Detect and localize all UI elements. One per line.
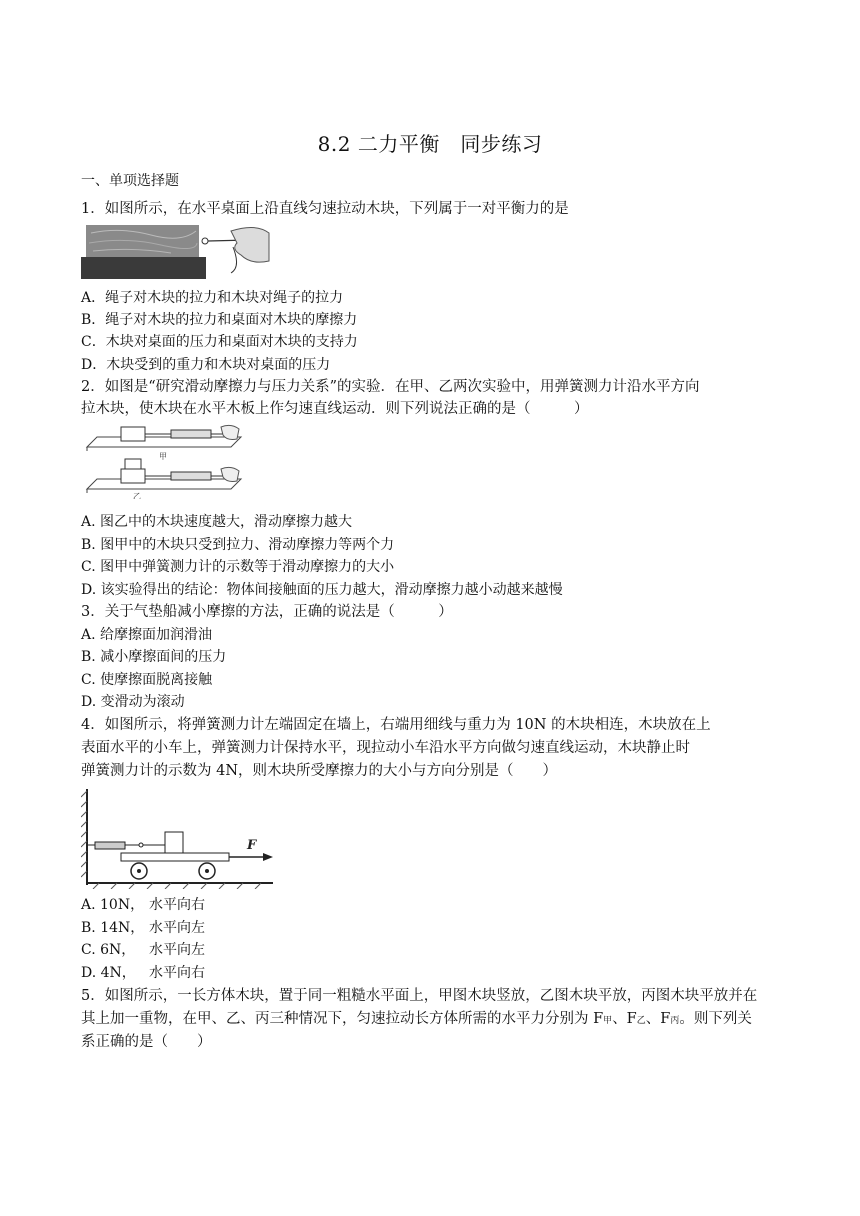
q2-figure-friction-experiment [81,421,246,499]
q5-sep-2: 、F [645,1011,671,1027]
question-5-line-3: 系正确的是（ ） [81,1034,212,1050]
q4-option-d [81,962,205,984]
q4-force-label: F [247,838,257,853]
q4-option-c-value: C. 6N， [81,942,136,958]
question-2-line-2: 拉木块，使木块在水平木板上作匀速直线运动．则下列说法正确的是（ ） [81,401,589,417]
question-1-text: 1．如图所示，在水平桌面上沿直线匀速拉动木块，下列属于一对平衡力的是 [81,201,569,217]
q1-figure-block-pull [81,221,271,281]
q2-option-d: D. 该实验得出的结论：物体间接触面的压力越大，滑动摩擦力越小动越来越慢 [81,582,563,598]
q2-option-a: A. 图乙中的木块速度越大，滑动摩擦力越大 [81,514,353,530]
q5-sub-jia: 甲 [603,1016,613,1026]
q3-option-b: B. 减小摩擦面间的压力 [81,649,227,665]
q5-line-2-end: 。则下列关 [679,1011,752,1027]
q4-option-a-value: A. 10N， [81,897,145,913]
q4-option-c-direction: 水平向左 [149,942,205,958]
question-4-line-1: 4．如图所示，将弹簧测力计左端固定在墙上，右端用细线与重力为 10N 的木块相连，木块放在上 [81,717,711,733]
q4-option-a [81,894,205,916]
q4-option-b [81,917,205,939]
q5-line-2-text: 其上加一重物，在甲、乙、丙三种情况下，匀速拉动长方体所需的水平力分别为 F [81,1011,604,1027]
q4-option-b-value: B. 14N， [81,920,145,936]
page-title: 8.2 二力平衡 同步练习 [317,132,543,156]
q3-option-a: A. 给摩擦面加润滑油 [81,627,213,643]
q5-sub-bing: 丙 [670,1016,680,1026]
q1-option-a: A．绳子对木块的拉力和木块对绳子的拉力 [81,290,344,306]
q5-sep-1: 、F [612,1011,637,1027]
q1-option-b: B．绳子对木块的拉力和桌面对木块的摩擦力 [81,312,358,328]
question-5-line-1: 5．如图所示，一长方体木块，置于同一粗糙水平面上，甲图木块竖放，乙图木块平放，丙图木块平放并在 [81,988,758,1004]
q5-sub-yi: 乙 [636,1016,646,1026]
q2-label-yi: 乙 [133,492,141,499]
question-4-line-2: 表面水平的小车上，弹簧测力计保持水平，现拉动小车沿水平方向做匀速直线运动，木块静止时 [81,740,690,756]
q2-option-c: C. 图甲中弹簧测力计的示数等于滑动摩擦力的大小 [81,559,395,575]
q4-option-d-value: D. 4N， [81,965,136,981]
q1-option-c: C．木块对桌面的压力和桌面对木块的支持力 [81,334,358,350]
question-4-line-3: 弹簧测力计的示数为 4N，则木块所受摩擦力的大小与方向分别是（ ） [81,763,558,779]
section-heading: 一、单项选择题 [81,173,179,189]
question-2-line-1: 2．如图是“研究滑动摩擦力与压力关系”的实验．在甲、乙两次实验中，用弹簧测力计沿水平方向 [81,379,700,395]
q4-option-a-direction: 水平向右 [149,897,205,913]
q3-option-c: C. 使摩擦面脱离接触 [81,672,213,688]
q3-option-d: D. 变滑动为滚动 [81,694,185,710]
q4-figure-spring-cart [81,787,276,889]
question-3-text: 3．关于气垫船减小摩擦的方法，正确的说法是（ ） [81,604,453,620]
q4-option-b-direction: 水平向左 [149,920,205,936]
q1-option-d: D．木块受到的重力和木块对桌面的压力 [81,357,331,373]
q4-option-c [81,939,205,961]
q4-option-d-direction: 水平向右 [149,965,205,981]
q2-label-jia: 甲 [159,452,167,461]
question-5-line-2 [81,1008,752,1032]
q2-option-b: B. 图甲中的木块只受到拉力、滑动摩擦力等两个力 [81,537,395,553]
